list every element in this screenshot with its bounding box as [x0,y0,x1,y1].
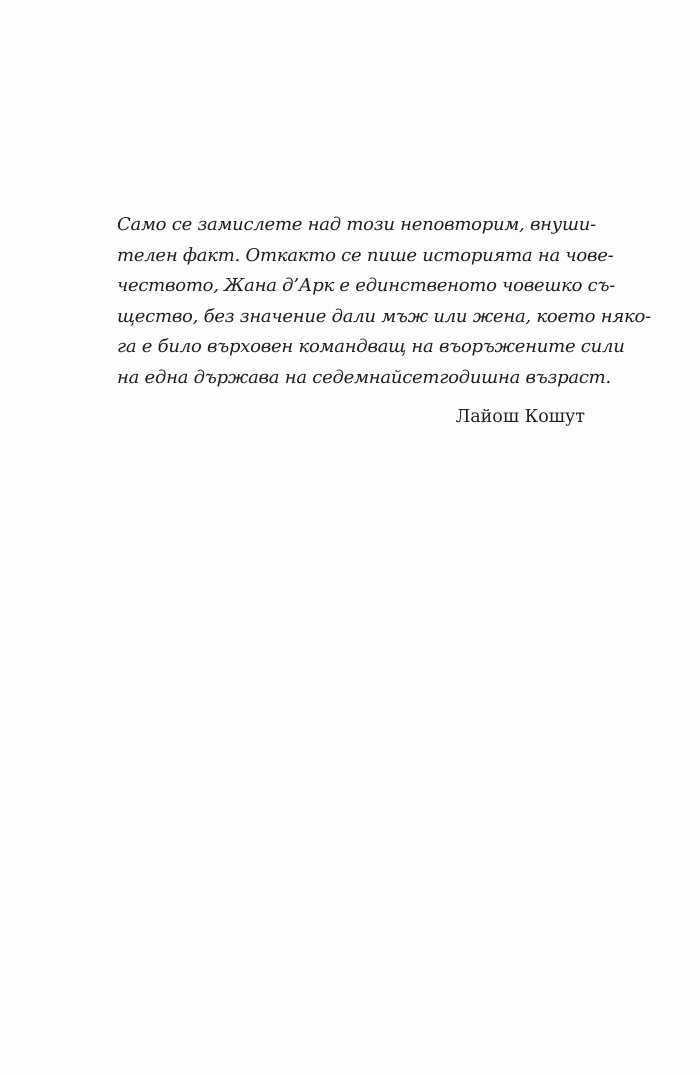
quote-line: на една държава на седемнайсетгодишна възраст. [117,366,611,388]
epigraph-quote [117,210,651,393]
quote-line: щество, без значение дали мъж или жена, което някo- [117,305,651,327]
quote-line: чеството, Жана д’Арк е единственото човешко съ- [117,275,616,296]
epigraph-author: Лайош Кошут [455,407,585,427]
quote-line: Само се замислете над този неповторим, внуши- [117,214,596,235]
quote-line: га е било върховен командващ на въоръжените сили [117,336,625,357]
quote-line: телен факт. Откакто се пише историята на чове- [117,244,614,266]
epigraph [117,210,651,431]
